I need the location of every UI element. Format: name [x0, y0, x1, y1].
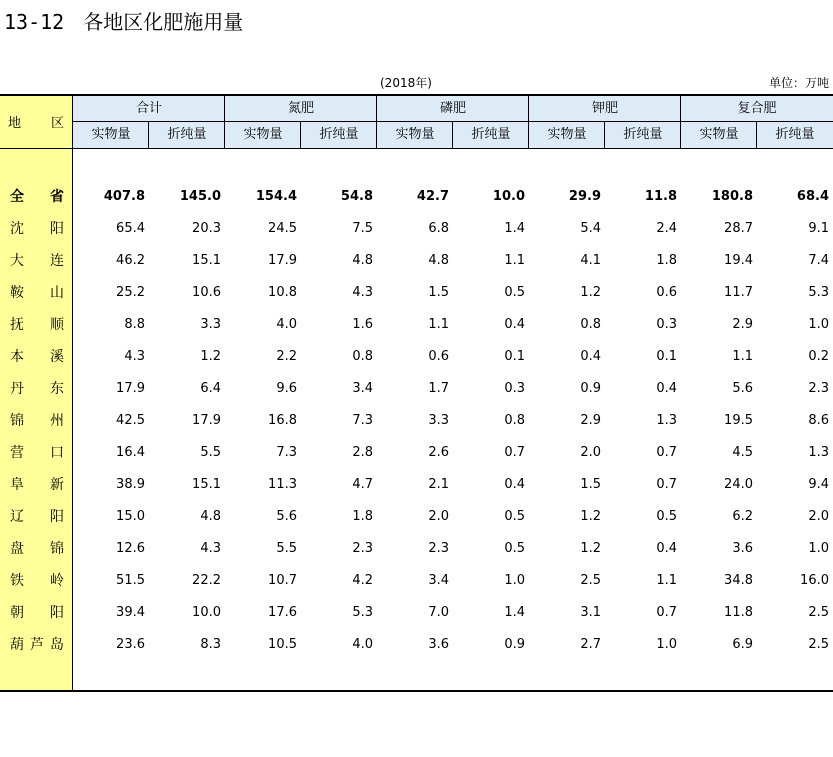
value-cell: 34.8 — [724, 573, 753, 588]
value-cell: 7.4 — [808, 253, 829, 268]
value-cell: 10.6 — [192, 285, 221, 300]
value-cell: 2.3 — [428, 541, 449, 556]
value-cell: 10.7 — [268, 573, 297, 588]
value-cell: 54.8 — [340, 189, 373, 204]
value-cell: 2.0 — [808, 509, 829, 524]
value-cell: 1.2 — [580, 509, 601, 524]
region-name-char: 新 — [50, 477, 64, 493]
value-cell: 19.4 — [724, 253, 753, 268]
region-name-char: 抚 — [10, 317, 24, 333]
region-name-char: 阳 — [50, 221, 64, 237]
region-name-char: 阳 — [50, 605, 64, 621]
sub-header-pure: 折纯量 — [775, 127, 815, 142]
region-header-char: 区 — [50, 116, 64, 131]
table-row — [0, 373, 833, 405]
value-cell: 0.9 — [580, 381, 601, 396]
value-cell: 2.3 — [352, 541, 373, 556]
value-cell: 3.3 — [428, 413, 449, 428]
value-cell: 1.7 — [428, 381, 449, 396]
region-name-char: 东 — [50, 381, 64, 397]
unit-note: 单位：万吨 — [768, 76, 829, 90]
value-cell: 24.5 — [268, 221, 297, 236]
value-cell: 1.2 — [200, 349, 221, 364]
value-cell: 1.1 — [656, 573, 677, 588]
value-cell: 25.2 — [116, 285, 145, 300]
region-name-char: 顺 — [50, 317, 64, 333]
value-cell: 2.6 — [428, 445, 449, 460]
region-name — [10, 277, 64, 309]
value-cell: 0.7 — [656, 605, 677, 620]
region-name-char: 州 — [50, 413, 64, 429]
value-cell: 17.9 — [192, 413, 221, 428]
value-cell: 7.5 — [352, 221, 373, 236]
value-cell: 0.4 — [656, 381, 677, 396]
value-cell: 17.9 — [116, 381, 145, 396]
region-name-char: 营 — [10, 445, 24, 461]
sub-header-physical: 实物量 — [243, 127, 283, 142]
value-cell: 1.1 — [428, 317, 449, 332]
value-cell: 0.7 — [656, 445, 677, 460]
value-cell: 11.8 — [724, 605, 753, 620]
region-name-char: 溪 — [50, 349, 64, 365]
header-bottom-border — [0, 148, 833, 149]
value-cell: 1.5 — [428, 285, 449, 300]
value-cell: 12.6 — [116, 541, 145, 556]
table-row — [0, 277, 833, 309]
table-row — [0, 245, 833, 277]
table-bottom-border — [0, 690, 833, 692]
value-cell: 5.5 — [276, 541, 297, 556]
value-cell: 2.9 — [580, 413, 601, 428]
value-cell: 2.3 — [808, 381, 829, 396]
value-cell: 1.1 — [504, 253, 525, 268]
value-cell: 11.7 — [724, 285, 753, 300]
region-name — [10, 181, 64, 213]
value-cell: 42.5 — [116, 413, 145, 428]
table-row — [0, 501, 833, 533]
value-cell: 180.8 — [711, 189, 753, 204]
value-cell: 4.0 — [352, 637, 373, 652]
value-cell: 15.0 — [116, 509, 145, 524]
region-name-char: 省 — [50, 189, 64, 205]
value-cell: 0.5 — [504, 541, 525, 556]
value-cell: 0.3 — [656, 317, 677, 332]
value-cell: 46.2 — [116, 253, 145, 268]
value-cell: 39.4 — [116, 605, 145, 620]
region-name-char: 岛 — [50, 637, 64, 653]
value-cell: 4.7 — [352, 477, 373, 492]
sub-header-physical: 实物量 — [699, 127, 739, 142]
region-name-char: 芦 — [30, 637, 44, 653]
region-name-char: 锦 — [50, 541, 64, 557]
value-cell: 23.6 — [116, 637, 145, 652]
value-cell: 145.0 — [179, 189, 221, 204]
table-row — [0, 437, 833, 469]
table-row — [0, 533, 833, 565]
value-cell: 10.5 — [268, 637, 297, 652]
value-cell: 1.0 — [504, 573, 525, 588]
sub-header-pure: 折纯量 — [319, 127, 359, 142]
value-cell: 9.1 — [808, 221, 829, 236]
value-cell: 16.8 — [268, 413, 297, 428]
value-cell: 2.5 — [808, 637, 829, 652]
value-cell: 15.1 — [192, 477, 221, 492]
group-header: 磷肥 — [439, 101, 466, 116]
value-cell: 8.3 — [200, 637, 221, 652]
value-cell: 0.8 — [352, 349, 373, 364]
value-cell: 407.8 — [103, 189, 145, 204]
value-cell: 0.3 — [504, 381, 525, 396]
sub-header-physical: 实物量 — [91, 127, 131, 142]
value-cell: 0.4 — [656, 541, 677, 556]
value-cell: 3.3 — [200, 317, 221, 332]
region-name — [10, 597, 64, 629]
value-cell: 0.5 — [504, 509, 525, 524]
group-header: 合计 — [135, 101, 162, 116]
table-title-text: 各地区化肥施用量 — [83, 10, 244, 34]
region-name-char: 葫 — [10, 637, 24, 653]
table-row — [0, 405, 833, 437]
region-name — [10, 501, 64, 533]
value-cell: 1.3 — [656, 413, 677, 428]
region-name — [10, 565, 64, 597]
value-cell: 1.5 — [580, 477, 601, 492]
value-cell: 16.0 — [800, 573, 829, 588]
value-cell: 1.4 — [504, 605, 525, 620]
value-cell: 9.4 — [808, 477, 829, 492]
value-cell: 0.6 — [656, 285, 677, 300]
value-cell: 68.4 — [796, 189, 829, 204]
value-cell: 0.8 — [504, 413, 525, 428]
value-cell: 3.6 — [732, 541, 753, 556]
region-header-char: 地 — [8, 116, 22, 131]
value-cell: 2.9 — [732, 317, 753, 332]
value-cell: 1.8 — [656, 253, 677, 268]
value-cell: 5.3 — [352, 605, 373, 620]
region-name-char: 沈 — [10, 221, 24, 237]
group-header: 钾肥 — [591, 101, 618, 116]
group-header: 复合肥 — [737, 101, 777, 116]
value-cell: 10.0 — [492, 189, 525, 204]
value-cell: 0.1 — [656, 349, 677, 364]
table-row — [0, 469, 833, 501]
region-name-char: 丹 — [10, 381, 24, 397]
value-cell: 0.4 — [504, 317, 525, 332]
value-cell: 0.9 — [504, 637, 525, 652]
value-cell: 9.6 — [276, 381, 297, 396]
value-cell: 6.8 — [428, 221, 449, 236]
region-name-char: 阜 — [10, 477, 24, 493]
region-name — [10, 373, 64, 405]
value-cell: 2.2 — [276, 349, 297, 364]
region-name — [10, 245, 64, 277]
value-cell: 24.0 — [724, 477, 753, 492]
value-cell: 28.7 — [724, 221, 753, 236]
value-cell: 0.1 — [504, 349, 525, 364]
value-cell: 2.5 — [580, 573, 601, 588]
region-name-char: 鞍 — [10, 285, 24, 301]
table-row — [0, 213, 833, 245]
region-header — [8, 112, 64, 131]
value-cell: 29.9 — [568, 189, 601, 204]
value-cell: 4.8 — [352, 253, 373, 268]
value-cell: 1.1 — [732, 349, 753, 364]
table-title — [4, 6, 243, 35]
region-name-char: 连 — [50, 253, 64, 269]
value-cell: 4.5 — [732, 445, 753, 460]
value-cell: 5.5 — [200, 445, 221, 460]
region-name-char: 朝 — [10, 605, 24, 621]
sub-header-pure: 折纯量 — [167, 127, 207, 142]
region-name-char: 大 — [10, 253, 24, 269]
value-cell: 15.1 — [192, 253, 221, 268]
value-cell: 19.5 — [724, 413, 753, 428]
table-row — [0, 629, 833, 661]
region-name — [10, 469, 64, 501]
value-cell: 8.6 — [808, 413, 829, 428]
value-cell: 3.4 — [352, 381, 373, 396]
sub-header-pure: 折纯量 — [471, 127, 511, 142]
value-cell: 0.7 — [656, 477, 677, 492]
value-cell: 0.5 — [504, 285, 525, 300]
total-row — [0, 181, 833, 213]
value-cell: 16.4 — [116, 445, 145, 460]
sub-header-physical: 实物量 — [547, 127, 587, 142]
value-cell: 5.6 — [732, 381, 753, 396]
table-top-border — [0, 94, 833, 96]
table-row — [0, 309, 833, 341]
region-name-char: 口 — [50, 445, 64, 461]
region-name — [10, 533, 64, 565]
value-cell: 5.4 — [580, 221, 601, 236]
value-cell: 1.8 — [352, 509, 373, 524]
region-name — [10, 341, 64, 373]
region-name-char: 盘 — [10, 541, 24, 557]
region-name — [10, 213, 64, 245]
value-cell: 8.8 — [124, 317, 145, 332]
value-cell: 1.0 — [808, 317, 829, 332]
value-cell: 1.0 — [656, 637, 677, 652]
value-cell: 2.0 — [580, 445, 601, 460]
region-name-char: 阳 — [50, 509, 64, 525]
value-cell: 65.4 — [116, 221, 145, 236]
sub-header-pure: 折纯量 — [623, 127, 663, 142]
value-cell: 22.2 — [192, 573, 221, 588]
value-cell: 11.8 — [644, 189, 677, 204]
value-cell: 7.3 — [352, 413, 373, 428]
value-cell: 4.0 — [276, 317, 297, 332]
year-note: (2018年) — [380, 76, 432, 90]
value-cell: 1.3 — [808, 445, 829, 460]
region-name-char: 铁 — [10, 573, 24, 589]
region-name-char: 本 — [10, 349, 24, 365]
value-cell: 2.1 — [428, 477, 449, 492]
region-name-char: 岭 — [50, 573, 64, 589]
value-cell: 3.4 — [428, 573, 449, 588]
value-cell: 10.8 — [268, 285, 297, 300]
value-cell: 38.9 — [116, 477, 145, 492]
value-cell: 10.0 — [192, 605, 221, 620]
value-cell: 2.4 — [656, 221, 677, 236]
value-cell: 154.4 — [255, 189, 297, 204]
value-cell: 2.0 — [428, 509, 449, 524]
value-cell: 4.1 — [580, 253, 601, 268]
table-row — [0, 565, 833, 597]
value-cell: 0.4 — [580, 349, 601, 364]
region-name — [10, 437, 64, 469]
value-cell: 4.3 — [124, 349, 145, 364]
value-cell: 20.3 — [192, 221, 221, 236]
group-header: 氮肥 — [287, 101, 314, 116]
region-name — [10, 309, 64, 341]
value-cell: 1.0 — [808, 541, 829, 556]
value-cell: 3.6 — [428, 637, 449, 652]
region-name-char: 锦 — [10, 413, 24, 429]
value-cell: 6.9 — [732, 637, 753, 652]
value-cell: 1.2 — [580, 285, 601, 300]
value-cell: 4.2 — [352, 573, 373, 588]
value-cell: 51.5 — [116, 573, 145, 588]
value-cell: 5.3 — [808, 285, 829, 300]
value-cell: 2.7 — [580, 637, 601, 652]
region-name — [10, 629, 64, 661]
value-cell: 2.5 — [808, 605, 829, 620]
value-cell: 6.4 — [200, 381, 221, 396]
region-name-char: 山 — [50, 285, 64, 301]
value-cell: 4.3 — [200, 541, 221, 556]
value-cell: 0.5 — [656, 509, 677, 524]
table-row — [0, 341, 833, 373]
value-cell: 7.0 — [428, 605, 449, 620]
value-cell: 3.1 — [580, 605, 601, 620]
value-cell: 17.9 — [268, 253, 297, 268]
value-cell: 0.7 — [504, 445, 525, 460]
table-row — [0, 597, 833, 629]
value-cell: 1.6 — [352, 317, 373, 332]
value-cell: 0.2 — [808, 349, 829, 364]
value-cell: 0.8 — [580, 317, 601, 332]
group-header-underline — [73, 121, 833, 122]
value-cell: 6.2 — [732, 509, 753, 524]
region-name — [10, 405, 64, 437]
value-cell: 11.3 — [268, 477, 297, 492]
value-cell: 5.6 — [276, 509, 297, 524]
region-name-char: 全 — [10, 189, 24, 205]
value-cell: 1.2 — [580, 541, 601, 556]
value-cell: 2.8 — [352, 445, 373, 460]
value-cell: 4.3 — [352, 285, 373, 300]
sub-header-physical: 实物量 — [395, 127, 435, 142]
value-cell: 17.6 — [268, 605, 297, 620]
value-cell: 7.3 — [276, 445, 297, 460]
value-cell: 0.4 — [504, 477, 525, 492]
value-cell: 0.6 — [428, 349, 449, 364]
value-cell: 4.8 — [428, 253, 449, 268]
value-cell: 4.8 — [200, 509, 221, 524]
value-cell: 42.7 — [416, 189, 449, 204]
region-name-char: 辽 — [10, 509, 24, 525]
table-number: 13-12 — [4, 10, 65, 34]
value-cell: 1.4 — [504, 221, 525, 236]
